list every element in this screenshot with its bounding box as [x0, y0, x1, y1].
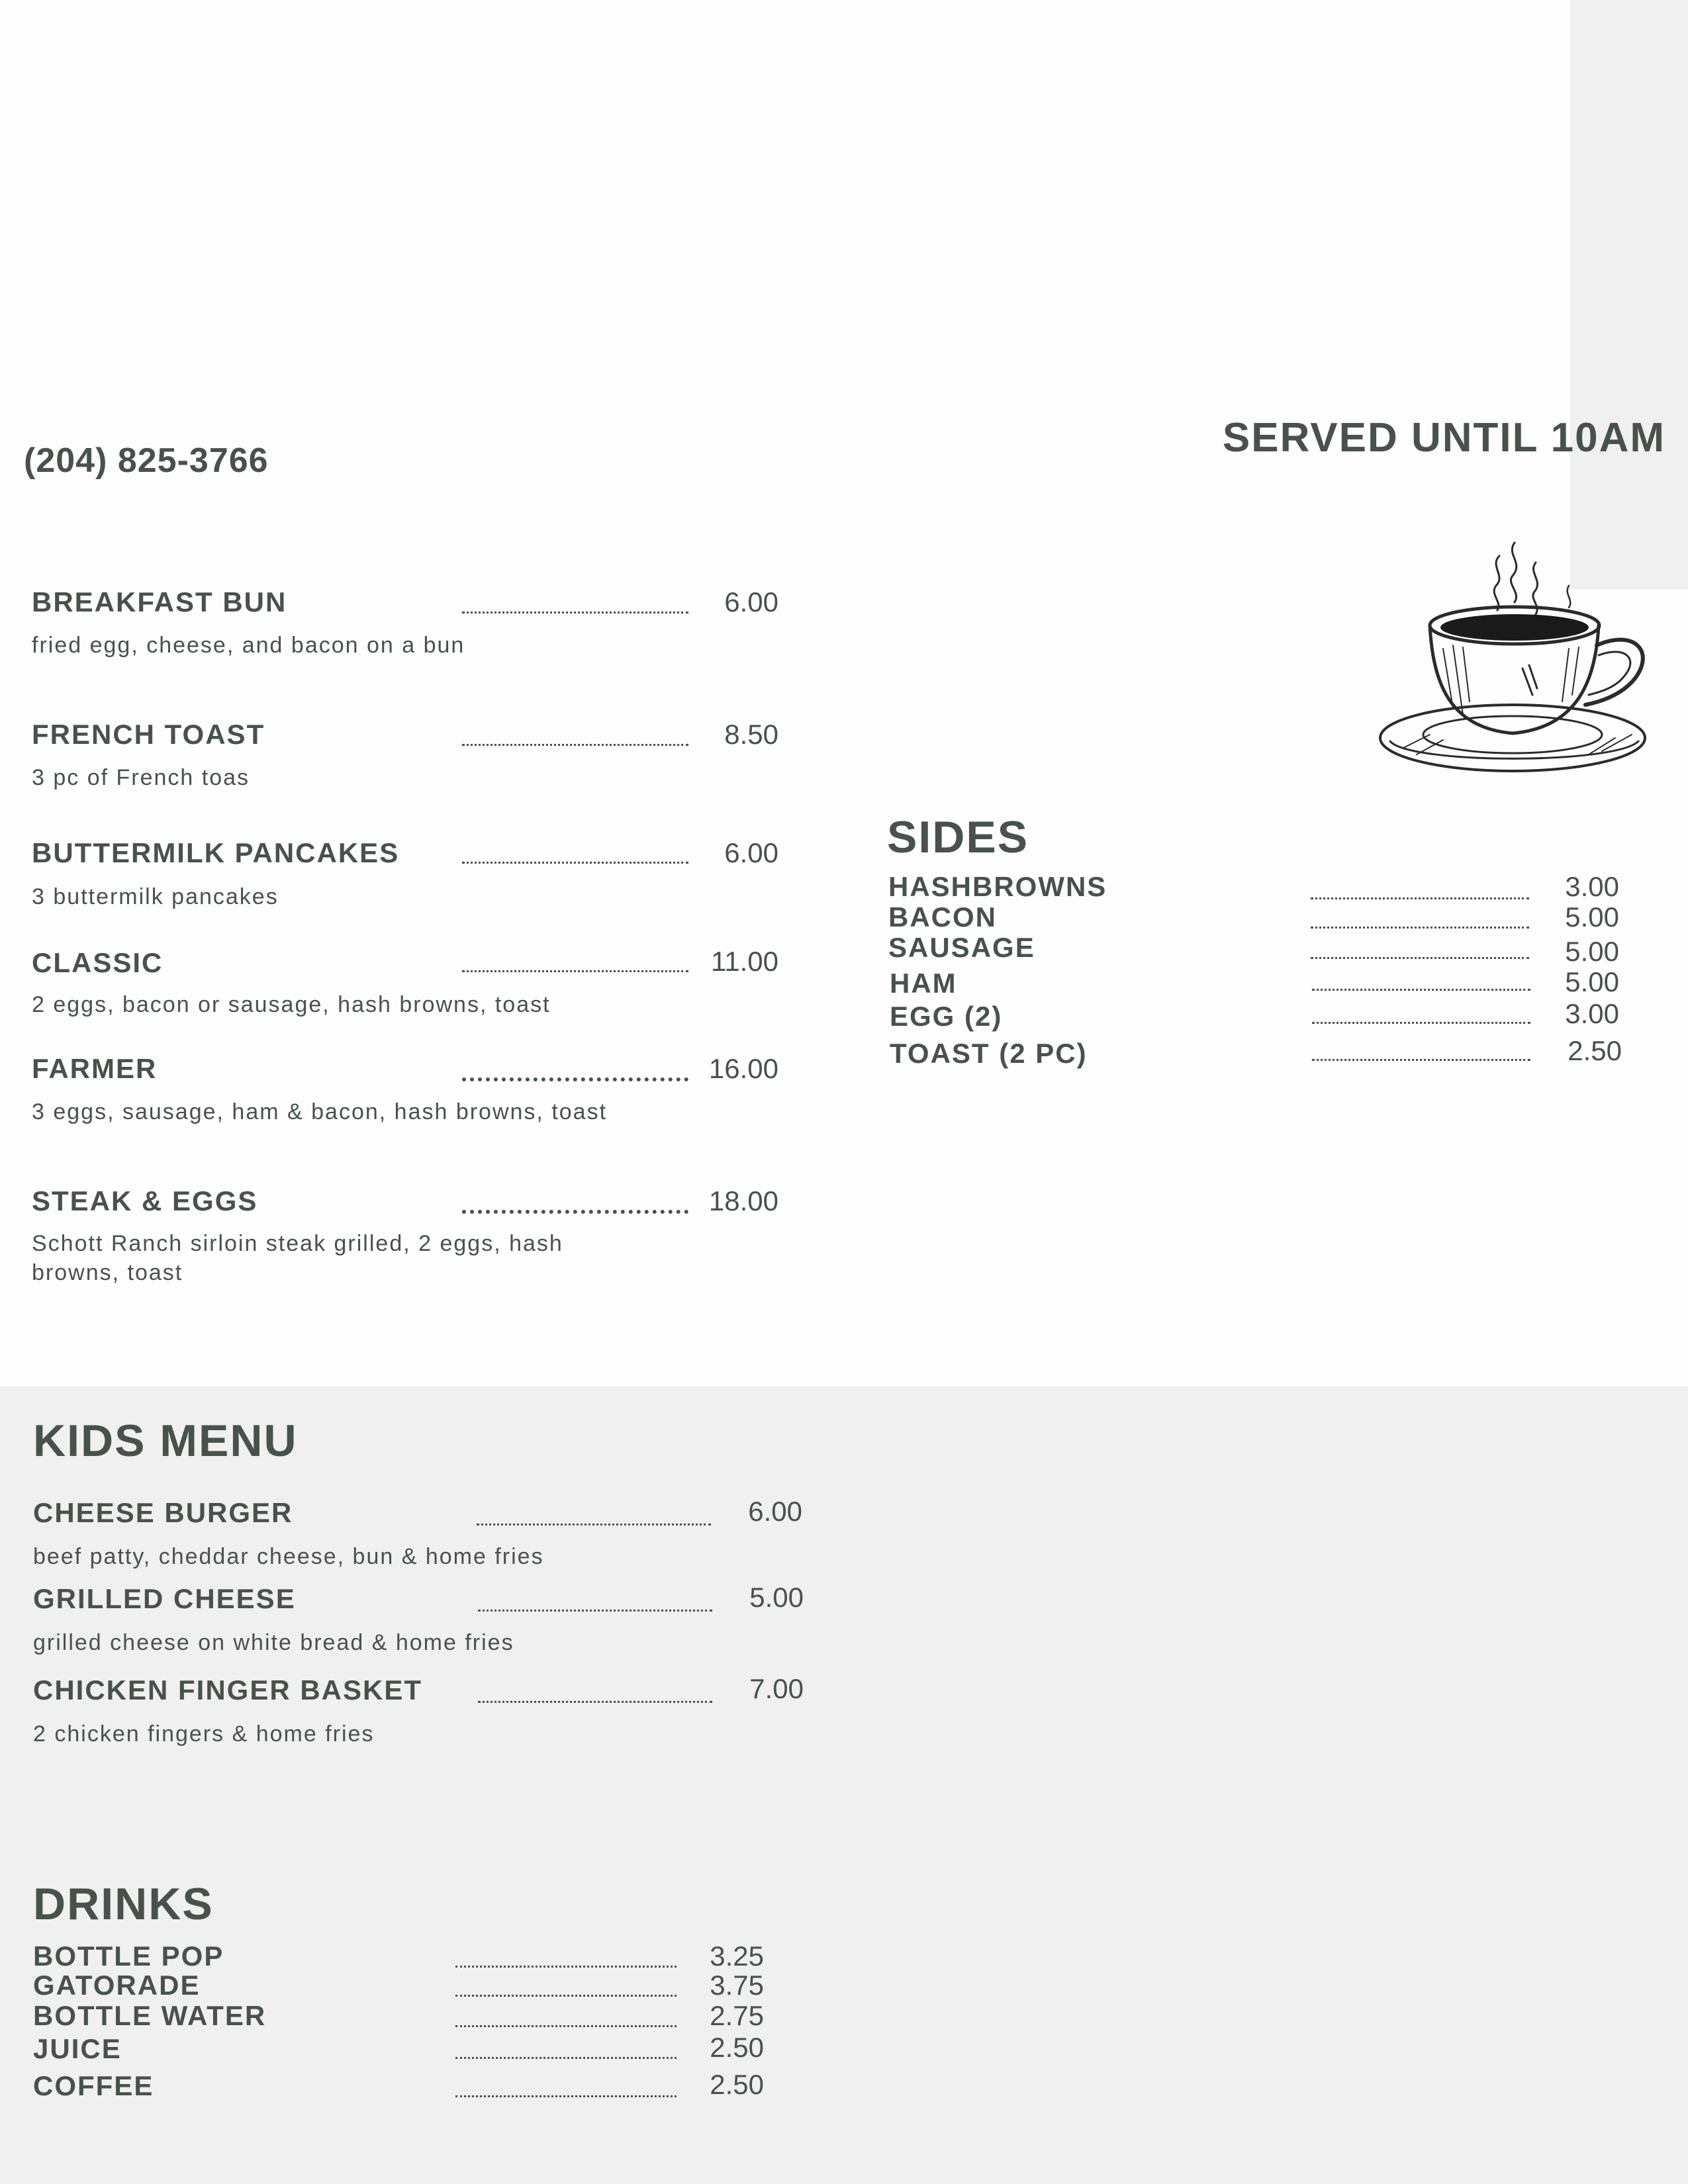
price-leader — [455, 1995, 677, 1997]
price-leader — [455, 2095, 677, 2097]
breakfast-item-name: FARMER — [32, 1053, 158, 1084]
drink-item-name: GATORADE — [33, 1970, 201, 2001]
side-item-name: SAUSAGE — [888, 932, 1035, 963]
side-item-name: EGG (2) — [890, 1001, 1003, 1032]
price-leader — [478, 1701, 712, 1703]
breakfast-item-price: 11.00 — [711, 946, 778, 977]
breakfast-item-name: BREAKFAST BUN — [32, 586, 287, 617]
breakfast-item-price: 16.00 — [708, 1053, 778, 1084]
price-leader — [455, 1966, 677, 1968]
kids-item-name: CHICKEN FINGER BASKET — [33, 1674, 423, 1706]
breakfast-item-price: 6.00 — [724, 837, 778, 868]
side-item-price: 2.50 — [1568, 1035, 1622, 1066]
breakfast-item-description: 3 pc of French toas — [32, 765, 250, 790]
kids-item-name: GRILLED CHEESE — [33, 1583, 296, 1614]
side-item-price: 5.00 — [1565, 936, 1619, 967]
price-leader — [462, 970, 688, 972]
side-item-price: 5.00 — [1565, 966, 1619, 997]
drink-item-price: 2.50 — [710, 2032, 764, 2063]
breakfast-item-name: FRENCH TOAST — [32, 719, 265, 750]
phone-number: (204) 825-3766 — [24, 441, 269, 480]
side-item-name: TOAST (2 PC) — [890, 1038, 1088, 1069]
price-leader — [1311, 957, 1529, 959]
price-leader — [462, 1077, 688, 1081]
kids-item-price: 5.00 — [749, 1582, 804, 1613]
drink-item-price: 2.75 — [710, 2000, 764, 2031]
kids-item-description: grilled cheese on white bread & home fries — [33, 1630, 514, 1655]
kids-menu-title: KIDS MENU — [33, 1416, 298, 1466]
breakfast-item-price: 6.00 — [724, 586, 778, 617]
kids-item-name: CHEESE BURGER — [33, 1497, 293, 1528]
price-leader — [455, 2025, 677, 2027]
sides-title: SIDES — [887, 812, 1029, 862]
drink-item-name: COFFEE — [33, 2070, 154, 2101]
drink-item-price: 3.25 — [710, 1940, 764, 1972]
side-item-price: 3.00 — [1565, 871, 1619, 902]
kids-item-description: 2 chicken fingers & home fries — [33, 1721, 375, 1747]
price-leader — [1312, 1022, 1530, 1024]
price-leader — [477, 1524, 711, 1525]
price-leader — [1312, 989, 1530, 991]
price-leader — [462, 612, 688, 614]
breakfast-item-name: BUTTERMILK PANCAKES — [32, 837, 400, 868]
breakfast-item-price: 18.00 — [708, 1185, 778, 1216]
kids-item-description: beef patty, cheddar cheese, bun & home fries — [33, 1544, 544, 1569]
kids-item-price: 6.00 — [748, 1496, 802, 1527]
served-until-heading: SERVED UNTIL 10AM — [1222, 415, 1665, 461]
coffee-cup-icon — [1370, 536, 1662, 794]
breakfast-item-name: CLASSIC — [32, 947, 164, 978]
breakfast-item-description: fried egg, cheese, and bacon on a bun — [32, 633, 465, 658]
price-leader — [462, 862, 688, 864]
side-item-price: 3.00 — [1565, 998, 1619, 1029]
price-leader — [1311, 927, 1529, 929]
price-leader — [1311, 897, 1529, 899]
side-item-name: BACON — [888, 901, 997, 933]
decorative-strip — [1570, 0, 1688, 589]
price-leader — [1312, 1059, 1530, 1061]
drink-item-name: BOTTLE POP — [33, 1940, 224, 1972]
price-leader — [478, 1610, 712, 1612]
breakfast-item-name: STEAK & EGGS — [32, 1185, 258, 1216]
breakfast-item-description: 3 eggs, sausage, ham & bacon, hash browns, toast — [32, 1099, 608, 1124]
side-item-name: HAM — [890, 968, 957, 999]
breakfast-item-description: Schott Ranch sirloin steak grilled, 2 eggs, hash browns, toast — [32, 1231, 563, 1285]
drink-item-name: BOTTLE WATER — [33, 2000, 267, 2031]
side-item-name: HASHBROWNS — [888, 871, 1107, 902]
drink-item-price: 3.75 — [710, 1970, 764, 2001]
drink-item-price: 2.50 — [710, 2069, 764, 2100]
drink-item-name: JUICE — [33, 2033, 122, 2064]
price-leader — [462, 744, 688, 746]
drinks-title: DRINKS — [33, 1879, 214, 1929]
breakfast-item-description: 3 buttermilk pancakes — [32, 884, 279, 909]
kids-item-price: 7.00 — [749, 1673, 804, 1704]
breakfast-item-description: 2 eggs, bacon or sausage, hash browns, toast — [32, 992, 551, 1017]
breakfast-item-price: 8.50 — [724, 719, 778, 750]
price-leader — [462, 1210, 688, 1214]
side-item-price: 5.00 — [1565, 901, 1619, 933]
price-leader — [455, 2057, 677, 2059]
